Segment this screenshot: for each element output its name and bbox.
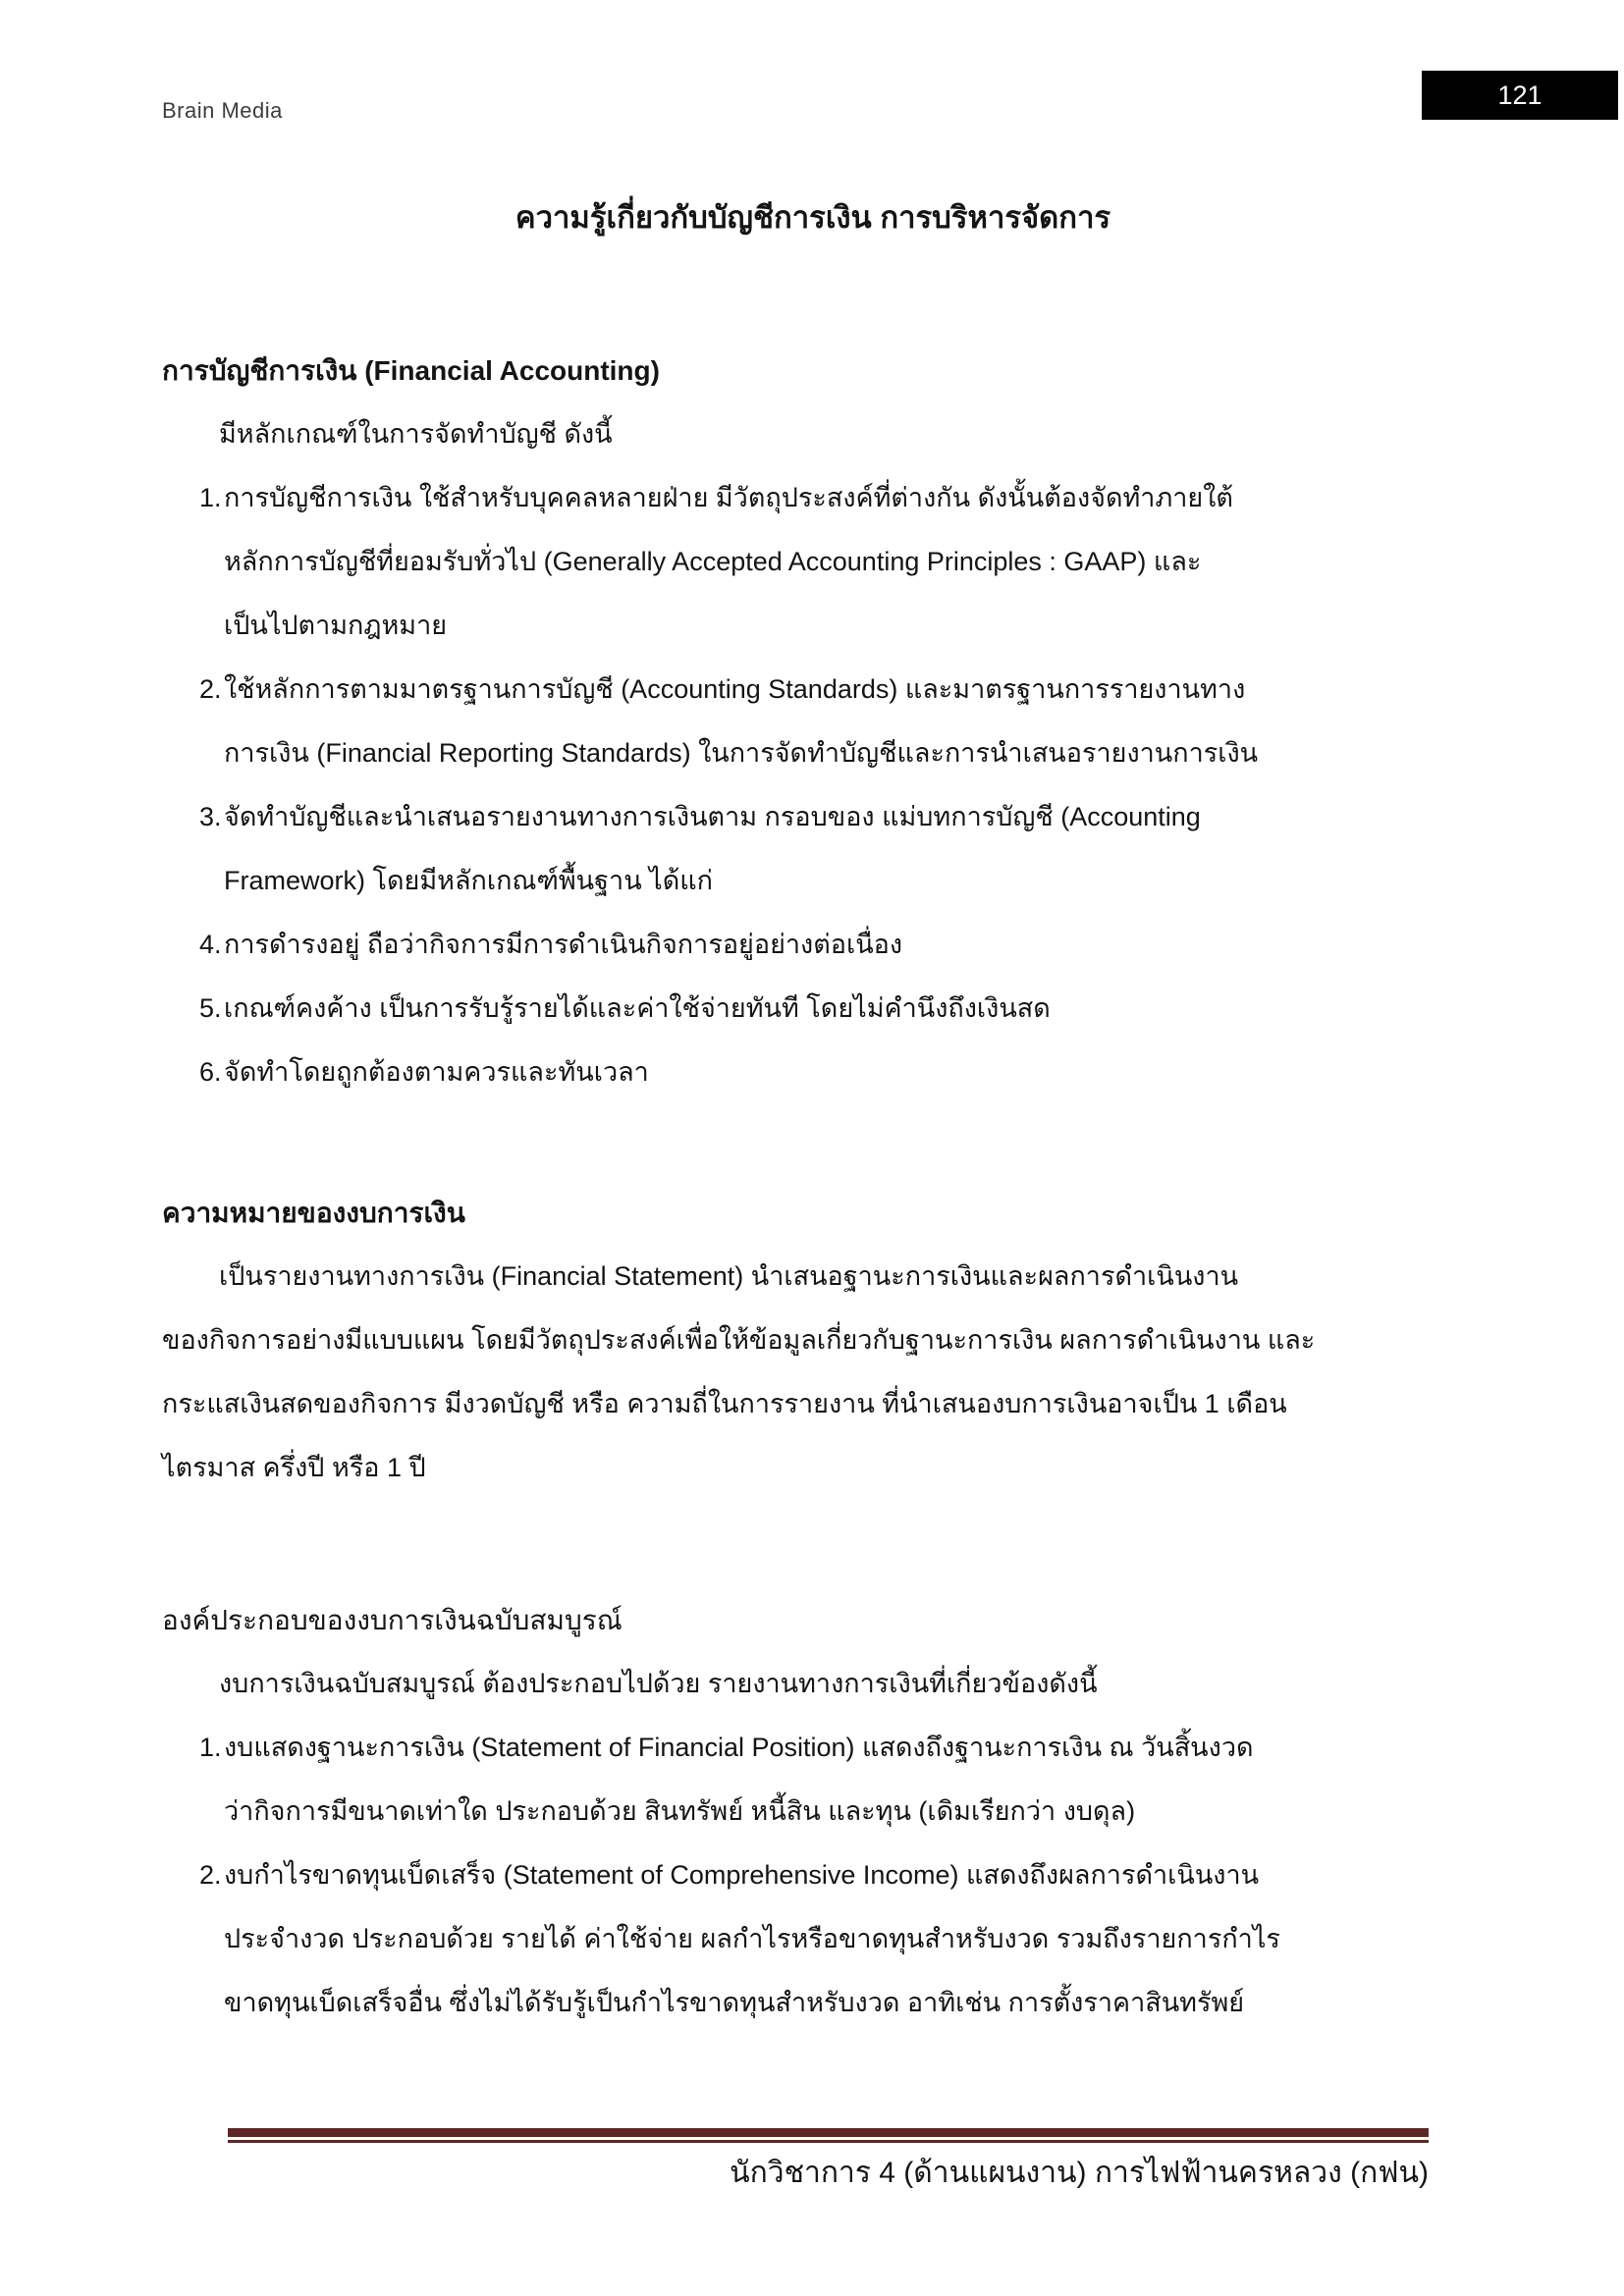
list-line: หลักการบัญชีที่ยอมรับทั่วไป (Generally Accepted Accounting Principles : GAAP) และ bbox=[224, 547, 1202, 576]
list-item bbox=[162, 977, 1464, 1041]
list-line: จัดทำโดยถูกต้องตามควรและทันเวลา bbox=[224, 1057, 649, 1087]
list-line: ใช้หลักการตามมาตรฐานการบัญชี (Accounting Standards) และมาตรฐานการรายงานทาง bbox=[224, 674, 1246, 704]
page-number-badge bbox=[1422, 71, 1618, 120]
list-number: 6. bbox=[199, 1057, 222, 1087]
section-heading-complete-financial-statement: องค์ประกอบของงบการเงินฉบับสมบูรณ์ bbox=[162, 1605, 623, 1635]
footer-text: นักวิชาการ 4 (ด้านแผนงาน) การไฟฟ้านครหลวง (กฟน) bbox=[730, 2157, 1429, 2189]
list-number: 2. bbox=[199, 1860, 222, 1890]
list-number: 2. bbox=[199, 674, 222, 704]
paragraph-line: ไตรมาส ครึ่งปี หรือ 1 ปี bbox=[162, 1453, 426, 1482]
list-line: Framework) โดยมีหลักเกณฑ์พื้นฐาน ได้แก่ bbox=[224, 866, 714, 895]
list-item bbox=[162, 1041, 1464, 1104]
list-number: 5. bbox=[199, 993, 222, 1023]
footer-rule-thin bbox=[228, 2140, 1429, 2143]
list-line: การดำรงอยู่ ถือว่ากิจการมีการดำเนินกิจการอยู่อย่างต่อเนื่อง bbox=[224, 930, 903, 959]
list-line: งบกำไรขาดทุนเบ็ดเสร็จ (Statement of Comprehensive Income) แสดงถึงผลการดำเนินงาน bbox=[224, 1860, 1260, 1890]
brand-text: Brain Media bbox=[162, 98, 283, 123]
section1-intro: มีหลักเกณฑ์ในการจัดทำบัญชี ดังนี้ bbox=[219, 419, 613, 449]
section-heading-financial-accounting: การบัญชีการเงิน (Financial Accounting) bbox=[162, 355, 660, 386]
list-number: 4. bbox=[199, 930, 222, 959]
document-body bbox=[162, 339, 1464, 2035]
list-line: การบัญชีการเงิน ใช้สำหรับบุคคลหลายฝ่าย มีวัตถุประสงค์ที่ต่างกัน ดังนั้นต้องจัดทำภายใต้ bbox=[224, 483, 1233, 512]
list-line: เป็นไปตามกฎหมาย bbox=[224, 611, 448, 640]
list-item bbox=[162, 1843, 1464, 1907]
paragraph-line: กระแสเงินสดของกิจการ มีงวดบัญชี หรือ ความถี่ในการรายงาน ที่นำเสนองบการเงินอาจเป็น 1 เดือน bbox=[162, 1389, 1287, 1418]
footer-rule-thick bbox=[228, 2128, 1429, 2137]
list-line: ขาดทุนเบ็ดเสร็จอื่น ซึ่งไม่ได้รับรู้เป็นกำไรขาดทุนสำหรับงวด อาทิเช่น การตั้งราคาสินทรัพย์ bbox=[224, 1988, 1245, 2017]
list-item bbox=[162, 658, 1464, 721]
list-line: ประจำงวด ประกอบด้วย รายได้ ค่าใช้จ่าย ผลกำไรหรือขาดทุนสำหรับงวด รวมถึงรายการกำไร bbox=[224, 1924, 1280, 1953]
list-line: จัดทำบัญชีและนำเสนอรายงานทางการเงินตาม กรอบของ แม่บทการบัญชี (Accounting bbox=[224, 802, 1201, 831]
paragraph-line: เป็นรายงานทางการเงิน (Financial Statement) นำเสนอฐานะการเงินและผลการดำเนินงาน bbox=[219, 1261, 1239, 1291]
page-number: 121 bbox=[1497, 80, 1543, 110]
section-heading-financial-statement-meaning: ความหมายของงบการเงิน bbox=[162, 1198, 465, 1228]
list-number: 1. bbox=[199, 1733, 222, 1762]
list-item bbox=[162, 785, 1464, 849]
list-line: งบแสดงฐานะการเงิน (Statement of Financial Position) แสดงถึงฐานะการเงิน ณ วันสิ้นงวด bbox=[224, 1733, 1254, 1762]
list-item bbox=[162, 466, 1464, 530]
list-line: การเงิน (Financial Reporting Standards) ในการจัดทำบัญชีและการนำเสนอรายงานการเงิน bbox=[224, 738, 1259, 768]
paragraph-line: ของกิจการอย่างมีแบบแผน โดยมีวัตถุประสงค์เพื่อให้ข้อมูลเกี่ยวกับฐานะการเงิน ผลการดำเนินงาน และ bbox=[162, 1325, 1316, 1355]
list-number: 3. bbox=[199, 802, 222, 831]
list-line: ว่ากิจการมีขนาดเท่าใด ประกอบด้วย สินทรัพย์ หนี้สิน และทุน (เดิมเรียกว่า งบดุล) bbox=[224, 1796, 1136, 1826]
list-item bbox=[162, 913, 1464, 977]
list-item bbox=[162, 1716, 1464, 1780]
document-title: ความรู้เกี่ยวกับบัญชีการเงิน การบริหารจัดการ bbox=[514, 200, 1111, 235]
section3-intro: งบการเงินฉบับสมบูรณ์ ต้องประกอบไปด้วย รายงานทางการเงินที่เกี่ยวข้องดังนี้ bbox=[219, 1669, 1098, 1698]
list-line: เกณฑ์คงค้าง เป็นการรับรู้รายได้และค่าใช้จ่ายทันที โดยไม่คำนึงถึงเงินสด bbox=[224, 993, 1051, 1023]
list-number: 1. bbox=[199, 483, 222, 512]
